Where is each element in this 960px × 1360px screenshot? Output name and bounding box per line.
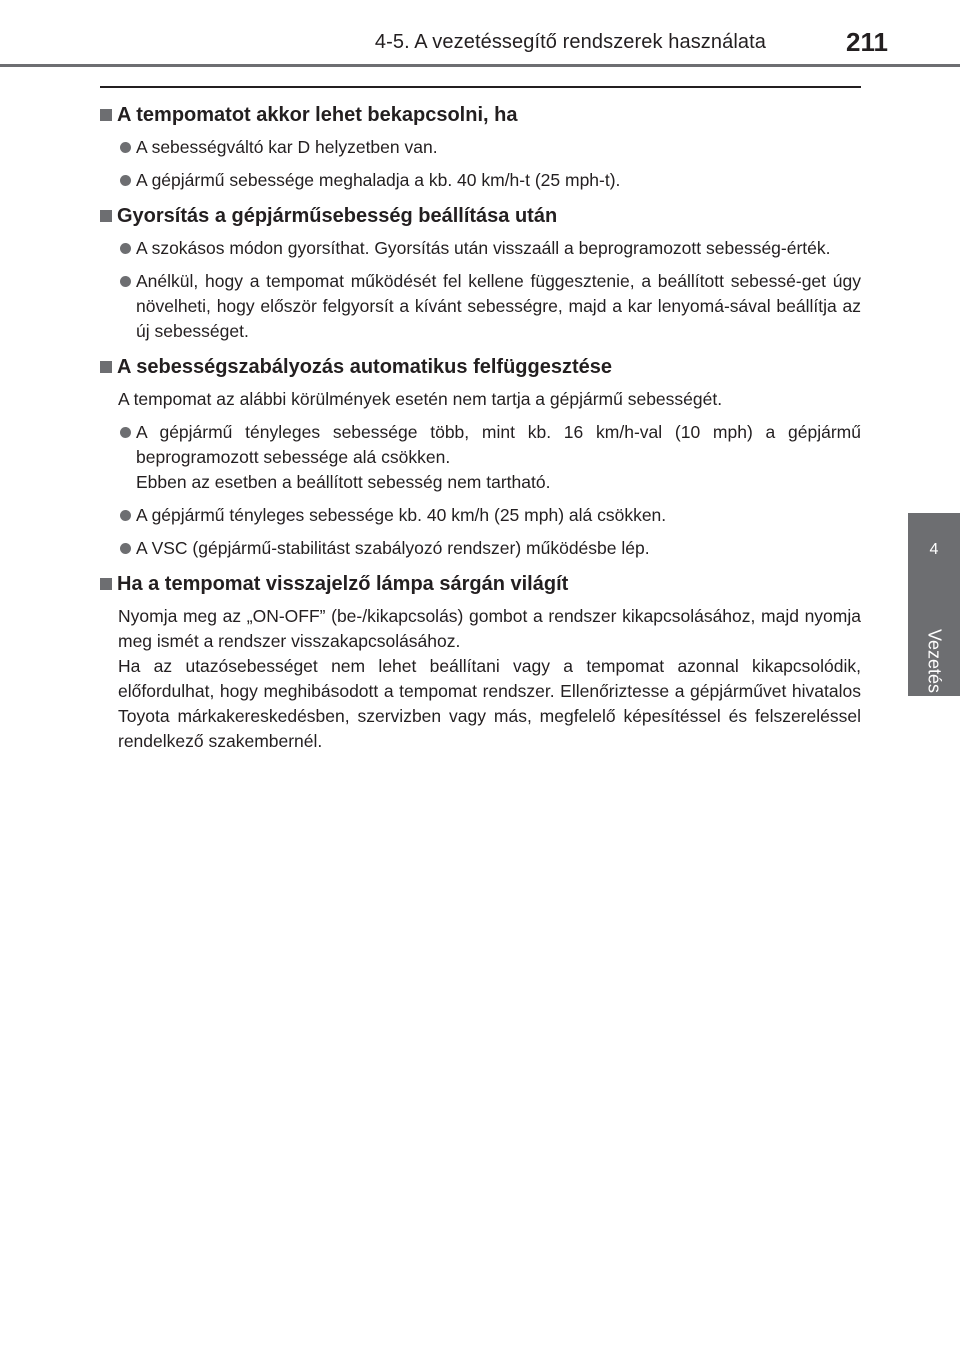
round-bullet-icon bbox=[120, 276, 131, 287]
section-heading-text: A sebességszabályozás automatikus felfüggesztése bbox=[117, 356, 612, 378]
section-heading bbox=[100, 203, 861, 229]
header-section-title: 4-5. A vezetéssegítő rendszerek használata bbox=[374, 31, 766, 53]
section-heading-text: Gyorsítás a gépjárműsebesség beállítása után bbox=[117, 205, 558, 227]
round-bullet-icon bbox=[120, 427, 131, 438]
section-heading-text: Ha a tempomat visszajelző lámpa sárgán világít bbox=[117, 573, 569, 595]
list-item-text: A sebességváltó kar D helyzetben van. bbox=[136, 137, 438, 157]
section-heading-text: A tempomatot akkor lehet bekapcsolni, ha bbox=[117, 104, 518, 126]
list-item-note: Ebben az esetben a beállított sebesség nem tartható. bbox=[136, 472, 551, 492]
list-item-text: A VSC (gépjármű-stabilitást szabályozó rendszer) működésbe lép. bbox=[136, 538, 650, 558]
list-item bbox=[100, 536, 861, 561]
square-bullet-icon bbox=[100, 210, 112, 222]
list-item-text: Anélkül, hogy a tempomat működését fel kellene függesztenie, a beállított sebessé-get úgy növelheti, hogy először felgyorsít a kívánt sebességre, majd a kar lenyomá-sával beállítja az új sebességet. bbox=[136, 271, 861, 341]
list-item-text: A gépjármű tényleges sebessége kb. 40 km/h (25 mph) alá csökken. bbox=[136, 505, 667, 525]
chapter-side-tab[interactable] bbox=[908, 513, 960, 696]
list-item-text: A gépjármű sebessége meghaladja a kb. 40 km/h-t (25 mph-t). bbox=[136, 170, 621, 190]
section-intro: A tempomat az alábbi körülmények esetén nem tartja a gépjármű sebességét. bbox=[118, 389, 723, 409]
square-bullet-icon bbox=[100, 361, 112, 373]
list-item bbox=[100, 135, 861, 160]
list-item bbox=[100, 420, 861, 470]
chapter-label: Vezetés bbox=[924, 628, 945, 694]
section-heading bbox=[100, 354, 861, 380]
page-number: 211 bbox=[846, 27, 888, 57]
round-bullet-icon bbox=[120, 243, 131, 254]
list-item bbox=[100, 269, 861, 344]
content-top-rule bbox=[100, 86, 861, 88]
round-bullet-icon bbox=[120, 543, 131, 554]
list-item bbox=[100, 236, 861, 261]
chapter-number: 4 bbox=[929, 541, 939, 558]
square-bullet-icon bbox=[100, 109, 112, 121]
header-rule bbox=[0, 64, 960, 67]
paragraph: Ha az utazósebességet nem lehet beállítani vagy a tempomat azonnal kikapcsolódik, előfordulhat, hogy meghibásodott a tempomat rendszer. Ellenőriztesse a gépjárművet hivatalos Toyota márkakereskedésben, szervizben vagy más, megfelelő képesítéssel és felszereléssel rendelkező szakembernél. bbox=[118, 656, 861, 751]
round-bullet-icon bbox=[120, 175, 131, 186]
page-header bbox=[0, 0, 960, 70]
round-bullet-icon bbox=[120, 510, 131, 521]
page-content bbox=[100, 100, 861, 754]
list-item bbox=[100, 503, 861, 528]
paragraph: Nyomja meg az „ON-OFF” (be-/kikapcsolás) gombot a rendszer kikapcsolásához, majd nyomja meg ismét a rendszer visszakapcsolásához. bbox=[118, 606, 861, 651]
list-item-text: A szokásos módon gyorsíthat. Gyorsítás után visszaáll a beprogramozott sebesség-érték. bbox=[136, 238, 831, 258]
section-heading bbox=[100, 571, 861, 597]
section-heading bbox=[100, 102, 861, 128]
list-item-text: A gépjármű tényleges sebessége több, mint kb. 16 km/h-val (10 mph) a gépjármű beprogramozott sebessége alá csökken. bbox=[136, 422, 861, 467]
square-bullet-icon bbox=[100, 578, 112, 590]
list-item bbox=[100, 168, 861, 193]
round-bullet-icon bbox=[120, 142, 131, 153]
